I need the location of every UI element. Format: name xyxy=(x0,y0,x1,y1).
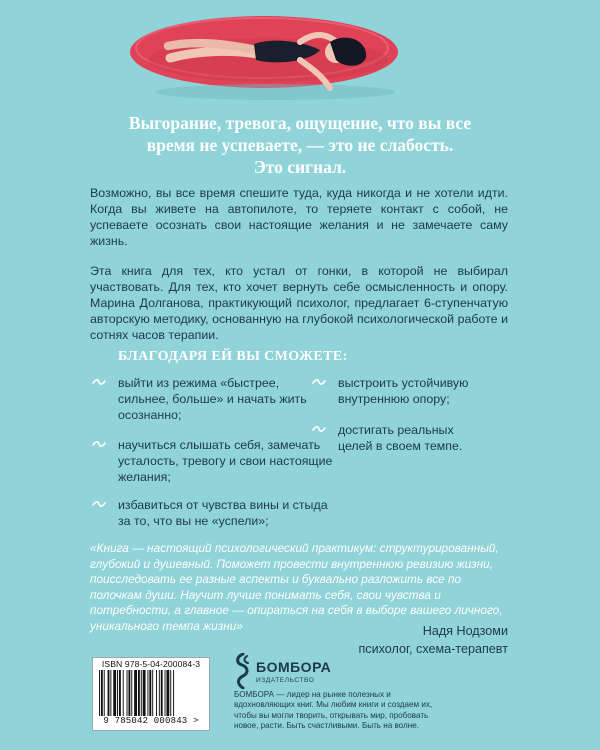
barcode-bars xyxy=(97,670,205,716)
author-name: Надя Нодзоми xyxy=(422,624,508,638)
woman-on-pool-float-illustration xyxy=(0,0,600,110)
lead-line-2: время не успеваете, — это не слабость. xyxy=(146,135,454,155)
barcode-bar xyxy=(110,670,111,716)
barcode-bar xyxy=(123,670,124,716)
author-role: психолог, схема-терапевт xyxy=(358,642,508,656)
benefit-text: достигать реальных целей в своем темпе. xyxy=(338,423,463,453)
barcode-bar xyxy=(149,670,151,716)
barcode-bar xyxy=(108,670,110,716)
barcode-bar xyxy=(173,670,174,716)
publisher-subtitle: ИЗДАТЕЛЬСТВО xyxy=(256,677,315,684)
tilde-bullet-icon xyxy=(92,500,106,508)
barcode-bar xyxy=(134,670,137,716)
barcode-bar xyxy=(119,670,121,716)
barcode-bar xyxy=(104,670,105,716)
benefit-item xyxy=(118,497,333,529)
barcode-bar xyxy=(143,670,146,716)
benefits-title: БЛАГОДАРЯ ЕЙ ВЫ СМОЖЕТЕ: xyxy=(118,349,348,364)
benefit-item xyxy=(118,375,333,423)
tilde-bullet-icon xyxy=(92,378,106,386)
benefit-text: избавиться от чувства вины и стыда за то, что вы не «успели»; xyxy=(118,498,328,528)
publisher-wave-logo-icon xyxy=(234,653,252,689)
tilde-bullet-icon xyxy=(312,378,326,386)
benefit-item xyxy=(338,422,488,454)
lead-line-3: Это сигнал. xyxy=(253,157,347,177)
endorsement-quote: «Книга — настоящий психологический практикум: структурированный, глубокий и душевный. Поможет провести внутреннюю ревизию жизни, поисследовать ее разные аспекты и буквально разложить все по полочкам души. Научит лучше понимать себя, свои чувства и потребности, а главное — опираться на себя в выборе вашего личного, уникального темпа жизни» xyxy=(90,541,503,633)
isbn-number: ISBN 978-5-04-200084-3 xyxy=(101,659,201,669)
benefit-text: выстроить устойчивую внутреннюю опору; xyxy=(338,376,469,406)
publisher-name: БОМБОРА xyxy=(256,659,332,675)
barcode-bar xyxy=(152,670,153,716)
barcode-bar xyxy=(147,670,148,716)
audience-paragraph: Эта книга для тех, кто устал от гонки, в которой не выбирал участвовать. Для тех, кто хочет вернуть себе осмысленность и опору. Марина Долганова, практикующий психолог, предлагает 6-ступенчатую авторскую методику, основанную на глубокой психологической работе и сотнях часов терапии. xyxy=(90,264,508,342)
barcode-bar xyxy=(131,670,132,716)
barcode-bar xyxy=(113,670,116,716)
barcode-bar xyxy=(101,670,103,716)
barcode-bar xyxy=(165,670,166,716)
publisher-blurb: БОМБОРА — лидер на рынке полезных и вдохновляющих книг. Мы любим книги и создаем их, чтобы вы могли творить, открывать мир, пробовать новое, расти. Быть счастливыми. Быть на волне. xyxy=(234,690,433,731)
benefit-item xyxy=(338,375,488,407)
barcode-bar xyxy=(159,670,160,716)
barcode-bar xyxy=(161,670,163,716)
intro-paragraph: Возможно, вы все время спешите туда, куда никогда и не хотели идти. Когда вы живете на автопилоте, то теряете контакт с собой, не успеваете осознать свои настоящие желания и не замечаете саму жизнь. xyxy=(90,186,508,248)
barcode-bar xyxy=(99,670,100,716)
barcode-bar xyxy=(156,670,157,716)
tilde-bullet-icon xyxy=(92,440,106,448)
benefit-text: выйти из режима «быстрее, сильнее, больше» и начать жить осознанно; xyxy=(118,376,307,422)
isbn-barcode xyxy=(92,657,210,731)
benefit-item xyxy=(118,437,333,485)
barcode-digits: 9 785042 000843 > xyxy=(103,716,199,726)
barcode-bar xyxy=(127,670,128,716)
lead-line-1: Выгорание, тревога, ощущение, что вы все xyxy=(128,113,472,133)
lead-statement xyxy=(90,112,510,178)
benefit-text: научиться слышать себя, замечать усталость, тревогу и свои настоящие желания; xyxy=(118,438,333,484)
publisher-logo xyxy=(234,653,374,689)
barcode-bar xyxy=(117,670,118,716)
barcode-bar xyxy=(138,670,140,716)
tilde-bullet-icon xyxy=(312,425,326,433)
barcode-bar xyxy=(128,670,130,716)
barcode-bar xyxy=(166,670,169,716)
barcode-bar xyxy=(141,670,142,716)
barcode-bar xyxy=(170,670,171,716)
